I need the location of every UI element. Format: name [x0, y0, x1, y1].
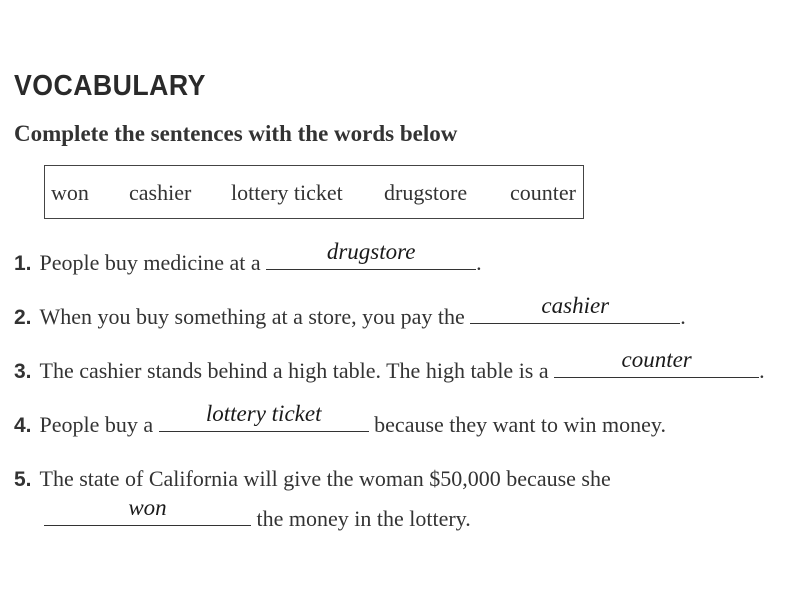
word-bank — [44, 165, 584, 219]
handwritten-answer: lottery ticket — [205, 401, 322, 426]
sentence-4 — [14, 401, 666, 438]
word-bank-item: lottery ticket — [231, 180, 343, 205]
sentence-text: The cashier stands behind a high table. The high table is a — [39, 358, 549, 383]
handwritten-answer: drugstore — [326, 239, 416, 264]
sentence-2 — [14, 293, 686, 330]
sentence-number: 2. — [14, 306, 32, 329]
answer-blank[interactable] — [266, 239, 476, 270]
handwritten-answer: counter — [621, 347, 692, 372]
sentence-5-continuation — [44, 495, 471, 532]
vocabulary-heading: VOCABULARY — [14, 70, 206, 102]
handwritten-answer: cashier — [541, 293, 610, 318]
word-bank-item: won — [51, 180, 89, 205]
sentence-1 — [14, 239, 482, 276]
sentence-text: . — [759, 358, 765, 383]
sentence-text: . — [476, 250, 482, 275]
sentence-number: 1. — [14, 252, 32, 275]
sentence-number: 4. — [14, 414, 32, 437]
sentence-number: 3. — [14, 360, 32, 383]
sentence-text: The state of California will give the woman $50,000 because she — [39, 466, 611, 491]
sentence-text: the money in the lottery. — [256, 506, 471, 531]
sentence-3 — [14, 347, 765, 384]
sentence-text: People buy medicine at a — [39, 250, 261, 275]
sentence-number: 5. — [14, 468, 32, 491]
instruction-text: Complete the sentences with the words below — [14, 121, 458, 146]
answer-blank[interactable] — [470, 293, 680, 324]
word-bank-item: counter — [510, 180, 576, 205]
sentence-text: because they want to win money. — [374, 412, 666, 437]
sentence-5 — [14, 466, 611, 492]
sentence-text: People buy a — [39, 412, 154, 437]
sentence-text: When you buy something at a store, you pay the — [39, 304, 465, 329]
answer-blank[interactable] — [554, 347, 759, 378]
word-bank-item: drugstore — [384, 180, 468, 205]
answer-blank[interactable] — [159, 401, 369, 432]
answer-blank[interactable] — [44, 495, 251, 526]
word-bank-item: cashier — [129, 180, 192, 205]
handwritten-answer: won — [128, 495, 167, 520]
sentence-text: . — [680, 304, 686, 329]
